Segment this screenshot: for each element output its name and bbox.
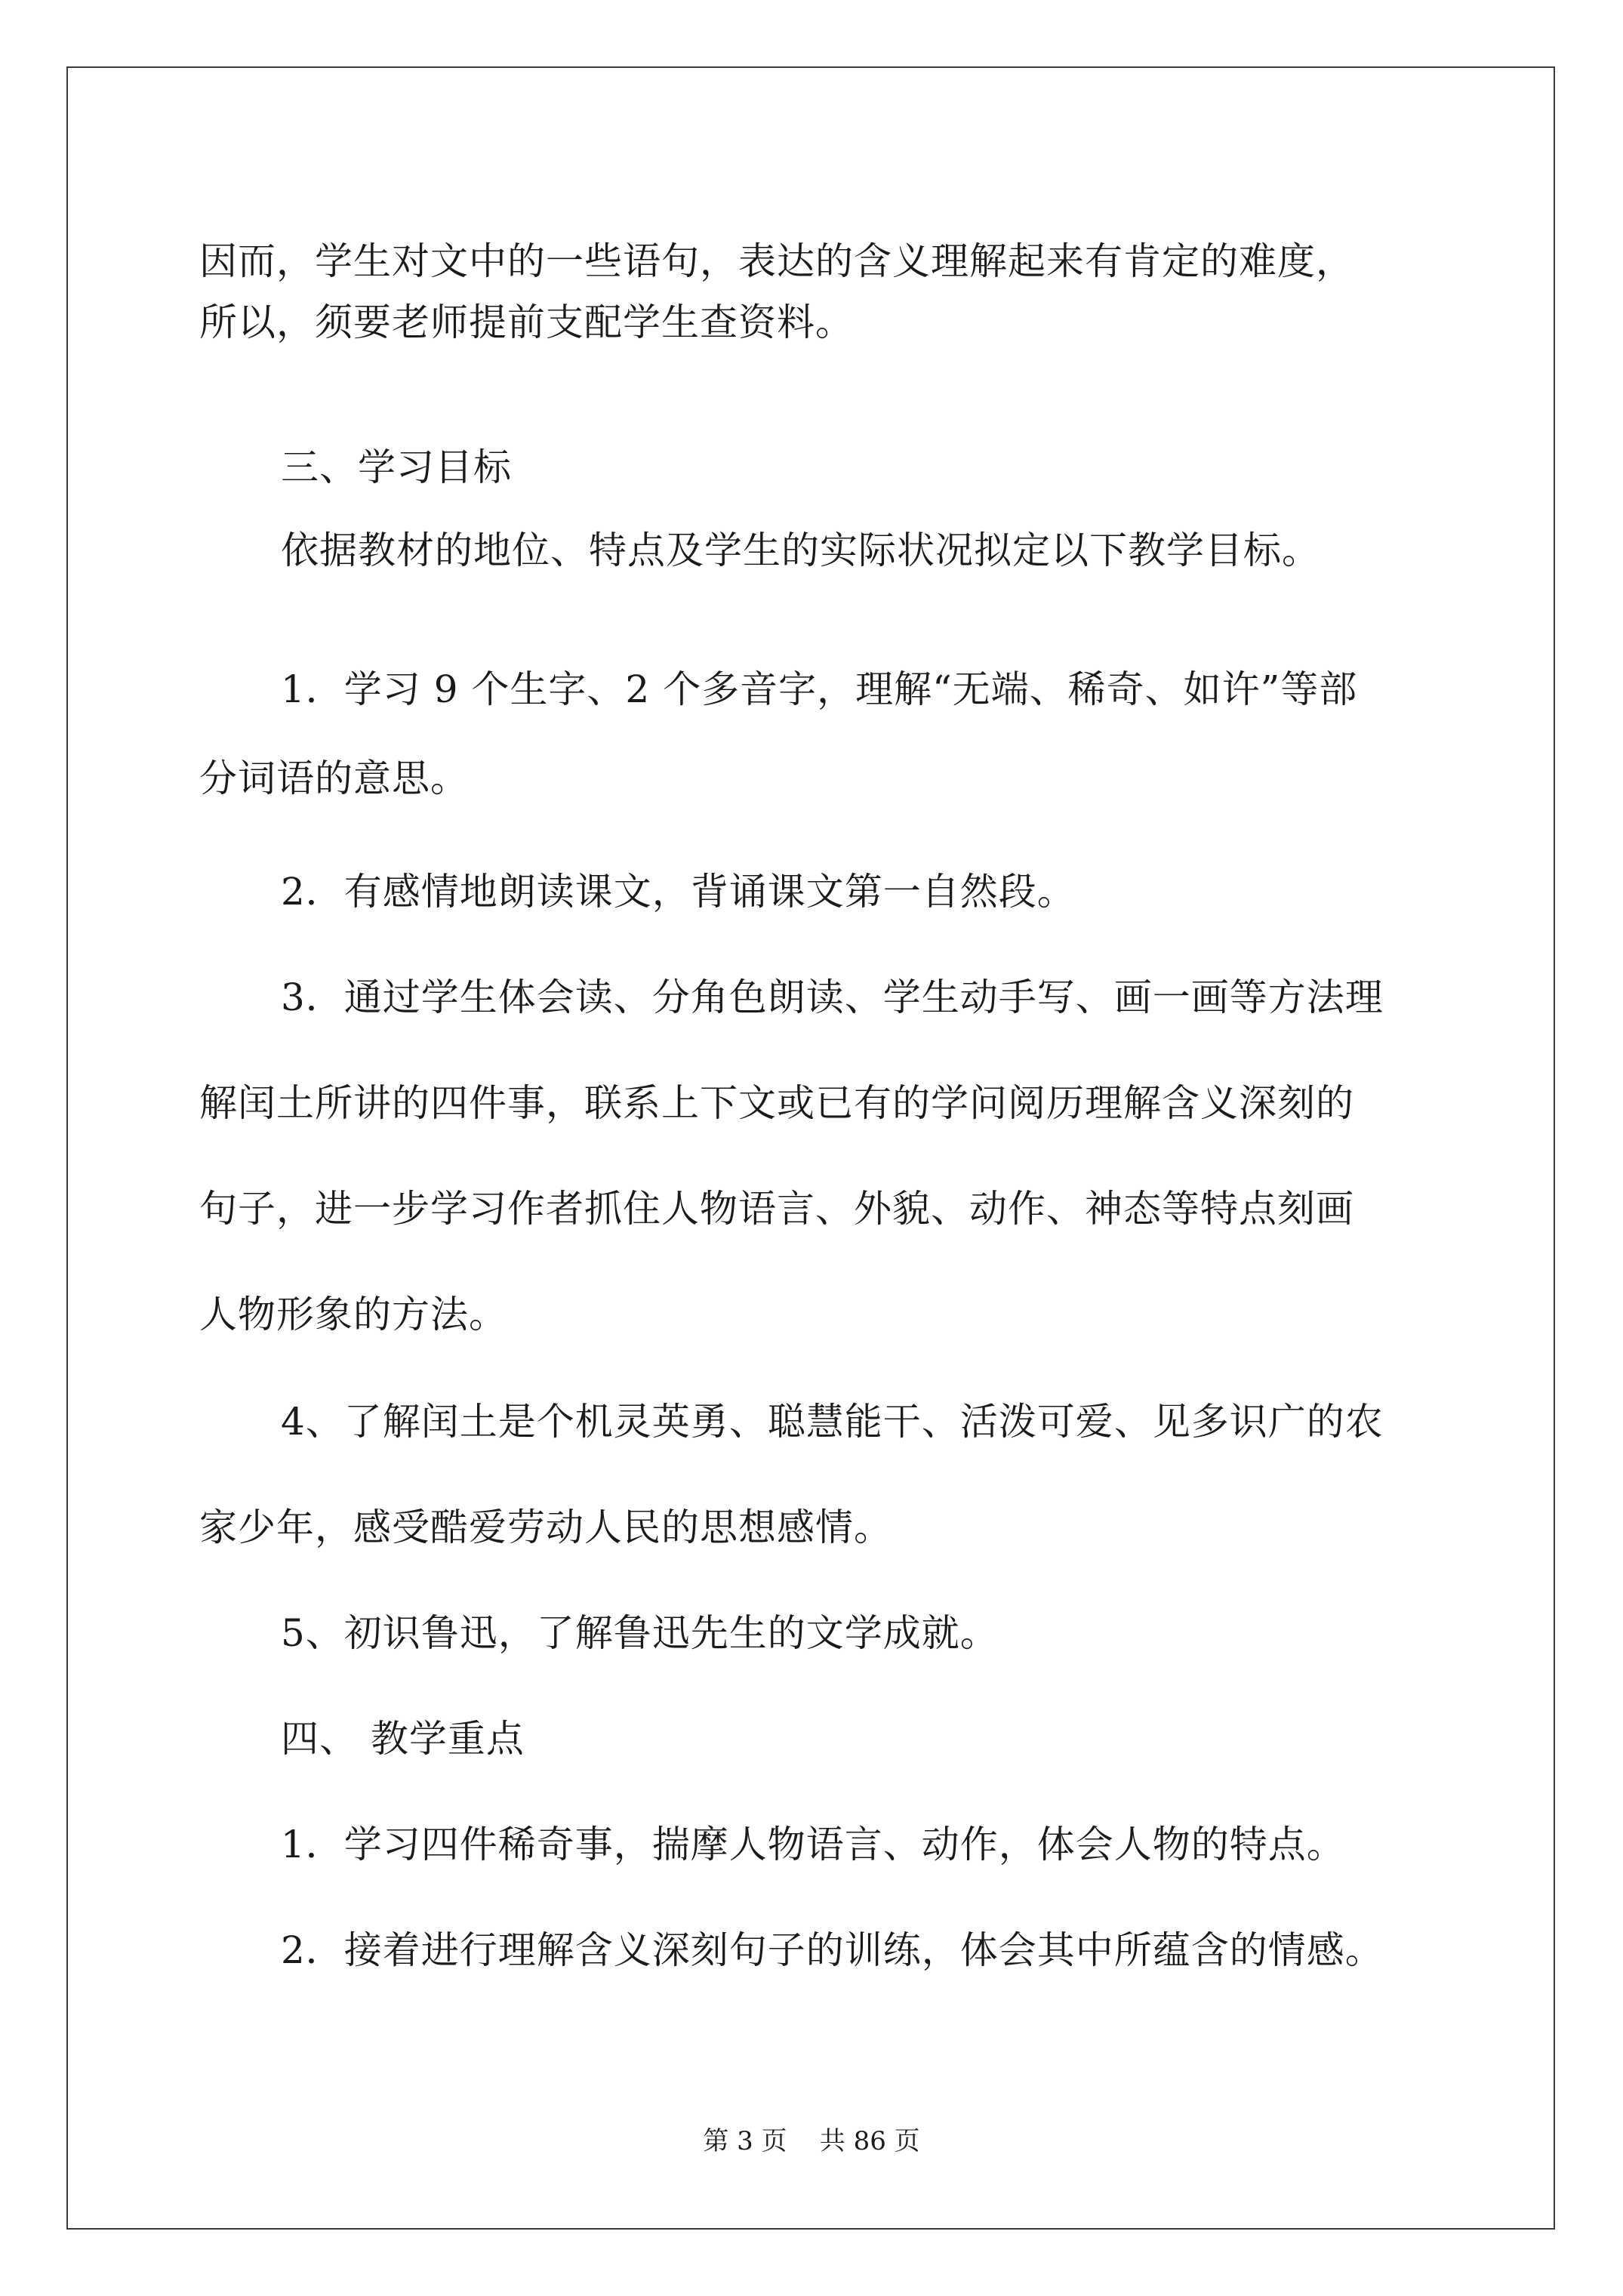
page-number-footer: 第 3 页 共 86 页 <box>703 2126 920 2156</box>
list-item-3-cont-3: 人物形象的方法。 <box>199 1293 507 1336</box>
text-line-4: 依据教材的地位、特点及学生的实际状况拟定以下教学目标。 <box>281 529 1320 572</box>
list-item-4-cont: 家少年，感受酷爱劳动人民的思想感情。 <box>199 1505 892 1549</box>
section-heading-focus: 四、 教学重点 <box>281 1717 525 1761</box>
focus-item-2: 2．接着进行理解含义深刻句子的训练，体会其中所蕴含的情感。 <box>281 1928 1384 1972</box>
list-item-5: 5、初识鲁迅，了解鲁迅先生的文学成就。 <box>281 1611 999 1655</box>
section-heading-objectives: 三、学习目标 <box>281 445 512 489</box>
list-item-4: 4、了解闰土是个机灵英勇、聪慧能干、活泼可爱、见多识广的农 <box>281 1400 1384 1444</box>
list-item-3: 3．通过学生体会读、分角色朗读、学生动手写、画一画等方法理 <box>281 975 1384 1019</box>
text-line-1: 因而，学生对文中的一些语句，表达的含义理解起来有肯定的难度， <box>199 239 1354 283</box>
list-item-3-cont-1: 解闰土所讲的四件事，联系上下文或已有的学问阅历理解含义深刻的 <box>199 1081 1354 1125</box>
text-line-2: 所以，须要老师提前支配学生查资料。 <box>199 300 854 344</box>
focus-item-1: 1．学习四件稀奇事，揣摩人物语言、动作，体会人物的特点。 <box>281 1823 1345 1866</box>
list-item-1: 1．学习 9 个生字、2 个多音字，理解“无端、稀奇、如许”等部 <box>281 667 1358 711</box>
list-item-3-cont-2: 句子，进一步学习作者抓住人物语言、外貌、动作、神态等特点刻画 <box>199 1187 1354 1231</box>
page-border <box>66 66 1555 2230</box>
list-item-2: 2．有感情地朗读课文，背诵课文第一自然段。 <box>281 870 1076 914</box>
list-item-1-cont: 分词语的意思。 <box>199 757 469 800</box>
